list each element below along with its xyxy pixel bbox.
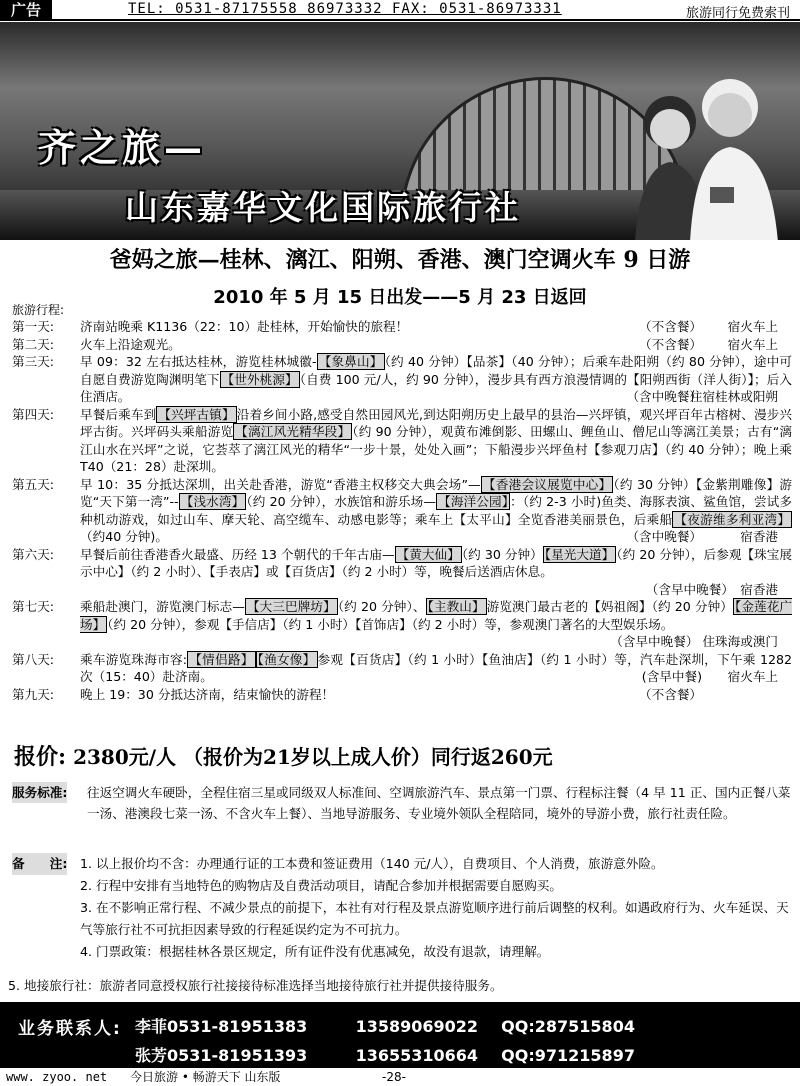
contact-mobile: 13655310664 [355, 1046, 479, 1065]
day-text: （自费 100 元/人，约 90 分钟），漫步具有西方浪漫情调的【阳朔西街（洋人街）】；后入住酒店。 [80, 371, 793, 404]
attraction-highlight: 【渔女像】 [257, 651, 316, 667]
day-text: 乘船赴澳门，游览澳门标志— [80, 599, 245, 614]
meal-note: (含早中餐) [641, 669, 702, 684]
day-label: 第二天: [12, 336, 55, 352]
day-text: 早餐后乘车到 [80, 406, 157, 422]
company-name: 山东嘉华文化国际旅行社 [125, 188, 521, 227]
stay-note: 宿香港 [740, 581, 778, 597]
attraction-highlight: 【浅水湾】 [180, 494, 245, 509]
banner [0, 22, 800, 240]
day-text: 乘车游览珠海市容: [80, 651, 188, 667]
day-text: （约 20 分钟），后参观【珠宝展示中心】（约 2 小时）、【手表店】或【百货店】（约 2 小时）等，晚餐后送酒店休息。 [80, 546, 793, 579]
day-text: （约 90 分钟），观黄布滩倒影、田螺山、鲤鱼山、僧尼山等漓江美景；古有“漓江山水在兴坪”之说，它荟萃了漓江风光的精华“一步十景，处处入画”；下船漫步兴坪鱼村【参观刀店】（约 40 分钟）；晚上乘 T40（21：28）赴深圳。 [80, 424, 792, 474]
meal-note: （含早中晚餐） [610, 634, 699, 649]
day-label: 第六天: [12, 546, 55, 562]
meal-note: （不含餐） [639, 336, 702, 352]
footer [0, 1068, 800, 1086]
day-label: 第四天: [12, 406, 55, 422]
note-5: 5. 地接旅行社：旅游者同意授权旅行社接接待标准选择当地接待旅行社并提供接待服务。 [8, 978, 503, 993]
day-8 [12, 651, 792, 686]
itinerary [12, 318, 792, 703]
attraction-highlight: 【象鼻山】 [318, 354, 383, 369]
day-text: （约 40 分钟）【品茶】（40 分钟）；后乘车赴阳朔（约 80 分钟），途中可自愿自费游览陶渊明笔下 [80, 354, 793, 387]
day-text: 早 09：32 左右抵达桂林，游览桂林城徽- [80, 354, 317, 369]
top-bar [0, 0, 800, 21]
stay-note: 宿火车上 [727, 336, 778, 352]
day-text: （约 30 分钟） [461, 546, 543, 562]
day-label: 第八天: [12, 651, 55, 667]
stay-note: 宿香港 [740, 529, 778, 544]
attraction-highlight: 【星光大道】 [544, 546, 615, 562]
day-text: 游览澳门最古老的【妈祖阁】（约 20 分钟） [486, 599, 733, 614]
day-6 [12, 546, 792, 599]
tour-title: 爸妈之旅—桂林、漓江、阳朔、香港、澳门空调火车 9 日游 [109, 247, 691, 273]
day-7 [12, 598, 792, 651]
contact-row [135, 1014, 635, 1037]
attraction-highlight: 【夜游维多利亚湾】 [674, 511, 791, 527]
attraction-highlight: 【香港会议展览中心】 [482, 476, 612, 492]
contact-mobile: 13589069022 [355, 1017, 479, 1036]
day-text: （约 30 分钟）【金紫荆雕像】游览“天下第一湾”-- [80, 476, 793, 509]
day-text: 参观【百货店】（约 1 小时）【鱼油店】（约 1 小时）等，汽车赴深圳，下午乘 1282 次（15：40）赴济南。 [80, 651, 793, 684]
day-text: ：（约 2-3 小时)鱼类、海豚表演、鲨鱼馆，尝试多种机动游戏，如过山车、摩天轮、高空缆车、动感电影等；乘车上【太平山】全览香港美丽景色，后乘船 [80, 494, 792, 527]
day-text: 火车上沿途观光。 [80, 336, 181, 352]
price-text: 2380元/人 （报价为21岁以上成人价）同行返260元 [73, 745, 553, 769]
brand-title: 齐之旅— [38, 125, 207, 170]
attraction-highlight: 【世外桃源】 [221, 371, 298, 387]
business-contacts [0, 1002, 800, 1068]
stay-note: 宿火车上 [727, 319, 778, 334]
attraction-highlight: 【情侣路】 [189, 651, 254, 667]
stay-note: 住宿桂林或阳朔 [689, 389, 778, 404]
note-3: 3. 在不影响正常行程、不减少景点的前提下，本社有对行程及景点游览顺序进行前后调整的权利。如遇政府行为、火车延误、天气等旅行社不可抗拒因素导致的行程延误约定为不可抗力。 [80, 900, 789, 937]
stay-note: 住珠海或澳门 [702, 634, 778, 649]
meal-note: （不含餐） [639, 686, 702, 702]
tour-dates: 2010 年 5 月 15 日出发——5 月 23 日返回 [213, 287, 587, 308]
contact-qq: QQ:287515804 [501, 1017, 635, 1036]
ad-tag: 广告 [0, 0, 52, 21]
notes-label: 备 注: [12, 853, 67, 875]
stay-note: 宿火车上 [727, 669, 778, 684]
attraction-highlight: 【金莲花广场】 [80, 599, 793, 632]
contact-name-phone: 张芳0531-81951393 [135, 1046, 308, 1065]
service-standard [12, 782, 792, 824]
price-label: 报价: [14, 744, 67, 770]
day-text: （约40 分钟)。 [80, 529, 168, 544]
day-5 [12, 476, 792, 546]
attraction-highlight: 【黄大仙】 [396, 546, 460, 562]
couple-photo [630, 67, 780, 240]
day-text: （约 20 分钟），水族馆和游乐场— [246, 494, 436, 509]
note-4: 4. 门票政策：根据桂林各景区规定，所有证件没有优惠减免，故没有退款，请理解。 [80, 944, 550, 959]
footer-slogan: 今日旅游 • 畅游天下 山东版 [130, 1070, 281, 1084]
footer-url: www. zyoo. net [6, 1070, 108, 1084]
note-1: 1. 以上报价均不含：办理通行证的工本费和签证费用（140 元/人），自费项目、个人消费，旅游意外险。 [80, 856, 664, 871]
day-text: 沿着乡间小路,感受自然田园风光,到达阳朔历史上最早的县治—兴坪镇，观兴坪百年古榕树、漫步兴坪古街。兴坪码头乘船游览 [80, 406, 793, 439]
attraction-highlight: 【主教山】 [427, 599, 485, 614]
day-2 [12, 336, 792, 354]
attraction-highlight: 【海洋公园】 [437, 494, 509, 509]
free-note: 旅游同行免费索刊 [685, 6, 790, 21]
day-label: 第三天: [12, 354, 55, 369]
day-4 [12, 406, 792, 476]
day-text: 济南站晚乘 K1136（22：10）赴桂林，开始愉快的旅程！ [80, 319, 409, 334]
day-label: 第九天: [12, 686, 55, 702]
service-text: 往返空调火车硬卧，全程住宿三星或同级双人标准间、空调旅游汽车、景点第一门票、行程标注餐（4 早 11 正、国内正餐八菜一汤、港澳段七菜一汤、不含火车上餐）、当地导游服务、专业境外领队全程陪同，境外的导游小费，旅行社责任险。 [87, 785, 791, 821]
business-label: 业务联系人: [18, 1019, 122, 1039]
service-label: 服务标准: [12, 782, 67, 803]
day-text: 早餐后前往香港香火最盛、历经 13 个朝代的千年古庙— [80, 546, 395, 562]
contact-row [135, 1043, 635, 1066]
note-2: 2. 行程中安排有当地特色的购物店及自费活动项目，请配合参加并根据需要自愿购买。 [80, 878, 562, 893]
day-text: 早 10：35 分抵达深圳，出关赴香港，游览“香港主权移交大典会场”— [80, 476, 481, 492]
attraction-highlight: 【大三巴牌坊】 [246, 599, 336, 614]
meal-note: （含中晚餐） [626, 389, 702, 404]
attraction-highlight: 【漓江风光精华段】 [235, 424, 351, 439]
day-3 [12, 353, 792, 406]
itinerary-label: 旅游行程: [12, 303, 65, 317]
day-9 [12, 686, 792, 704]
day-label: 第五天: [12, 476, 55, 492]
meal-note: （不含餐） [639, 319, 702, 334]
contact-qq: QQ:971215897 [501, 1046, 635, 1065]
day-text: 晚上 19：30 分抵达济南，结束愉快的游程！ [80, 686, 335, 702]
page-number: -28- [382, 1070, 406, 1084]
contact-line: TEL: 0531-87175558 86973332 FAX: 0531-86973331 [128, 1, 562, 17]
notes [12, 853, 792, 963]
attraction-highlight: 【兴坪古镇】 [158, 406, 235, 422]
day-1 [12, 318, 792, 336]
day-label: 第七天: [12, 599, 55, 614]
meal-note: （含中晚餐） [626, 529, 702, 544]
meal-note: （含早中晚餐） [645, 581, 728, 597]
day-text: （约 20 分钟），参观【手信店】（约 1 小时）【首饰店】（约 2 小时）等，参观澳门著名的大型娱乐场。 [107, 616, 674, 632]
contact-name-phone: 李菲0531-81951383 [135, 1017, 308, 1036]
day-text: （约 20 分钟）、 [337, 599, 426, 614]
day-label: 第一天: [12, 319, 55, 334]
price-line [14, 740, 794, 771]
